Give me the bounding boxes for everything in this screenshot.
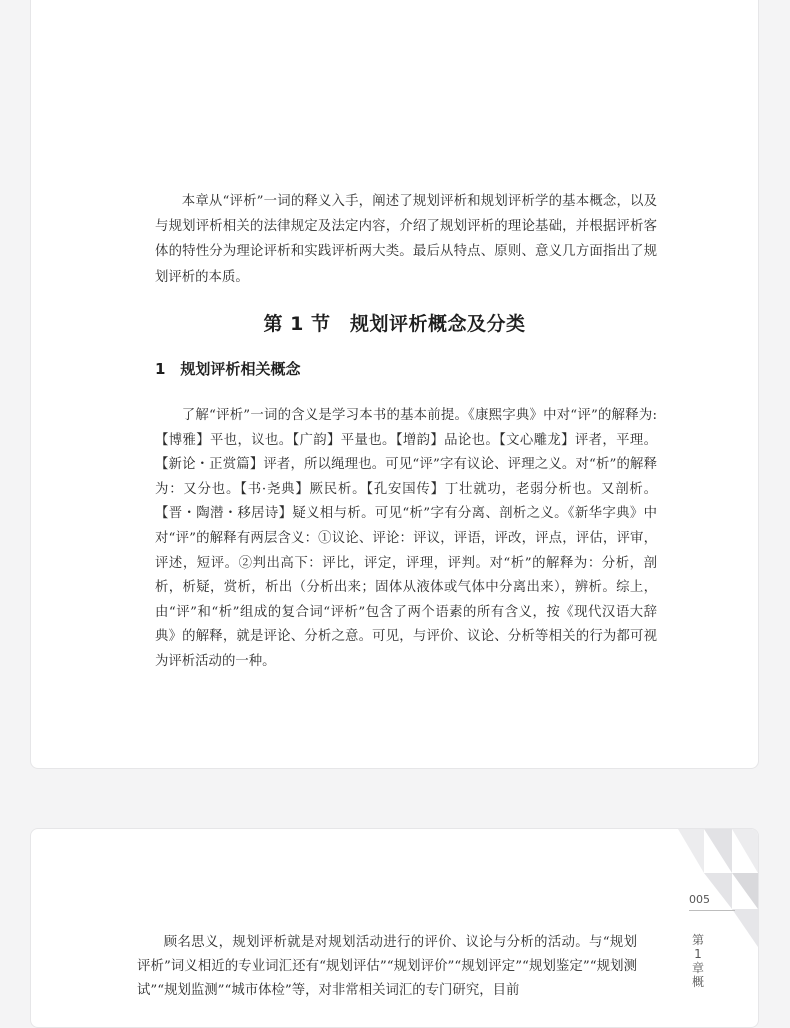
chapter-side-label: 第1章概 [691, 933, 704, 989]
section-title: 第 1 节 规划评析概念及分类 [263, 313, 526, 335]
body-paragraph [155, 404, 657, 675]
corner-triangle-decoration [678, 829, 758, 947]
chapter-intro-text: 本章从“评析”一词的释义入手，阐述了规划评析和规划评析学的基本概念，以及与规划评析相关的法律规定及法定内容，介绍了规划评析的理论基础，并根据评析客体的特性分为理论评析和实践评析两大类。最后从特点、原则、意义几方面指出了规划评析的本质。 [155, 194, 657, 285]
page-number-rule [689, 910, 735, 911]
page2-paragraph-text: 顾名思义，规划评析就是对规划活动进行的评价、议论与分析的活动。与“规划评析”词义相近的专业词汇还有“规划评估”“规划评价”“规划评定”“规划鉴定”“规划测试”“规划监测”“城市体检”等，对非常相关词汇的专门研究，目前 [137, 935, 637, 998]
document-page-1 [30, 0, 759, 769]
page2-paragraph [137, 931, 637, 1003]
subsection-title: 1 规划评析相关概念 [155, 360, 301, 378]
body-paragraph-text: 了解“评析”一词的含义是学习本书的基本前提。《康熙字典》中对“评”的解释为:【博雅】平也，议也。【广韵】平量也。【增韵】品论也。【文心雕龙】评者，平理。【新论・正赏篇】评者，所以绳理也。可见“评”字有议论、评理之义。对“析”的解释为：又分也。【书·尧典】厥民析。【孔安国传】丁壮就功，老弱分析也。又剖析。【晋・陶潜・移居诗】疑义相与析。可见“析”字有分离、剖析之义。《新华字典》中对“评”的解释有两层含义：①议论、评论：评议，评语，评改，评点，评估，评审，评述，短评。②判出高下：评比，评定，评理，评判。对“析”的解释为：分析，剖析，析疑，赏析，析出（分析出来；固体从液体或气体中分离出来），辨析。综上，由“评”和“析”组成的复合词“评析”包含了两个语素的所有含义，按《现代汉语大辞典》的解释，就是评论、分析之意。可见，与评价、议论、分析等相关的行为都可视为评析活动的一种。 [155, 408, 657, 669]
document-page-2 [30, 828, 759, 1028]
chapter-intro [155, 189, 657, 290]
page-number: 005 [689, 893, 710, 906]
